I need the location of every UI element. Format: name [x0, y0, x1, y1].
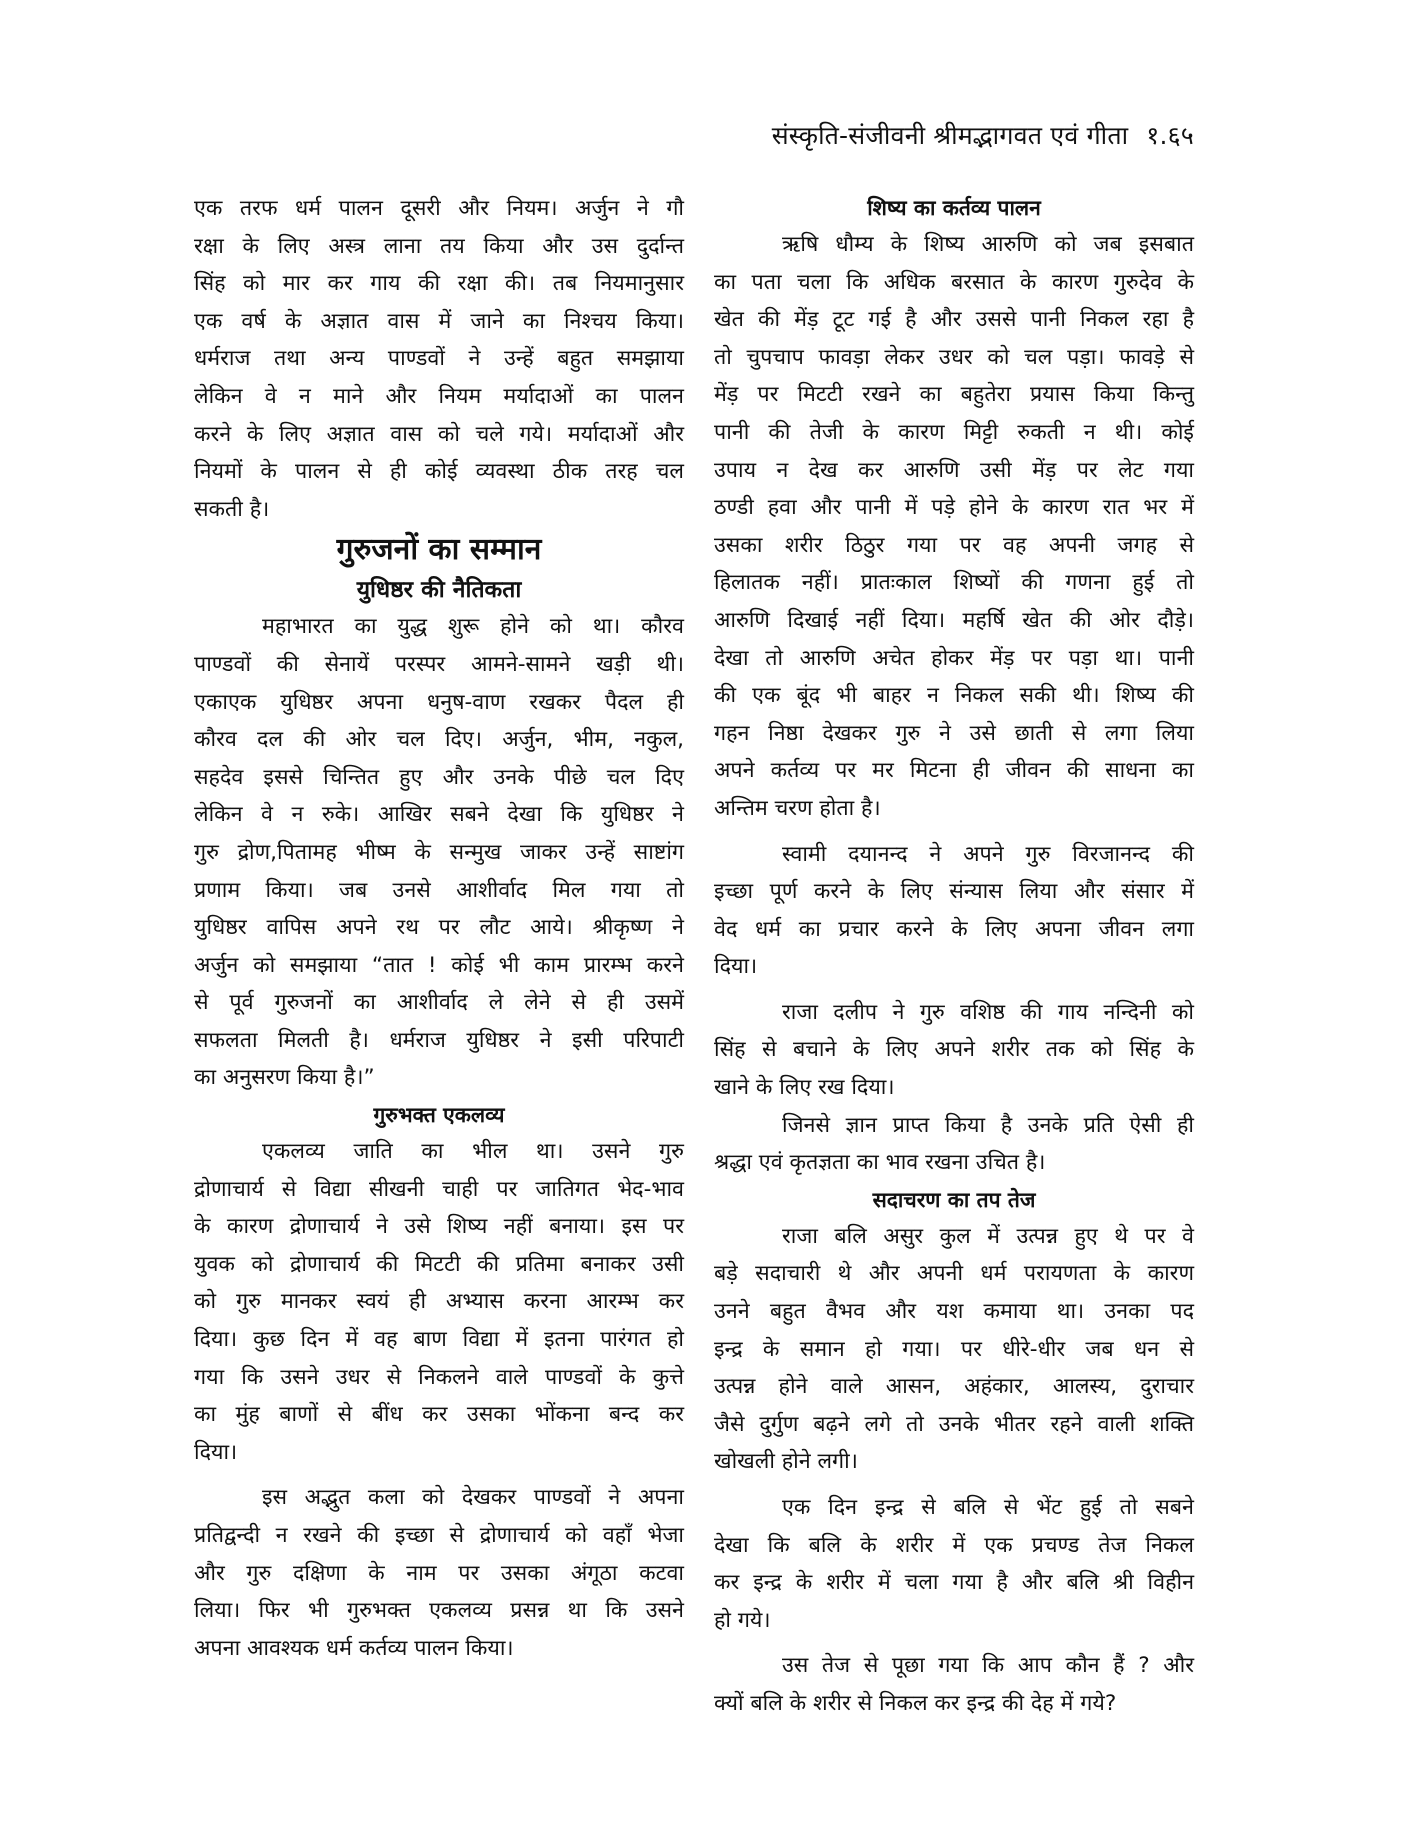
paragraph-dayanand [714, 836, 1194, 986]
text-line: अपना आवश्यक धर्म कर्तव्य पालन किया। [194, 1635, 514, 1661]
text-line: एक दिन इन्द्र से बलि से भेंट हुई तो सबने [782, 1495, 1194, 1520]
text-line: जैसे दुर्गुण बढ़ने लगे तो उनके भीतर रहने वाली शक्ति [714, 1411, 1194, 1437]
text-line: बड़े सदाचारी थे और अपनी धर्म परायणता के कारण [714, 1261, 1194, 1287]
text-line: सकती है। [194, 496, 270, 522]
text-line: गुरु द्रोण,पितामह भीष्म के सन्मुख जाकर उन्हें साष्टांग [194, 839, 684, 865]
text-line: प्रणाम किया। जब उनसे आशीर्वाद मिल गया तो [194, 877, 684, 903]
text-line: उत्पन्न होने वाले आसन, अहंकार, आलस्य, दुराचार [714, 1374, 1194, 1400]
text-line: ऋषि धौम्य के शिष्य आरुणि को जब इसबात [782, 232, 1194, 257]
paragraph-bali-2 [714, 1489, 1194, 1639]
text-line: श्रद्धा एवं कृतज्ञता का भाव रखना उचित है। [714, 1150, 1046, 1176]
running-header [772, 118, 1194, 152]
paragraph-gyan [714, 1107, 1194, 1182]
text-line: गहन निष्ठा देखकर गुरु ने उसे छाती से लगा लिया [714, 720, 1194, 746]
text-line: जिनसे ज्ञान प्राप्त किया है उनके प्रति ऐसी ही [782, 1112, 1194, 1138]
paragraph-bali-3 [714, 1647, 1194, 1722]
subsection-title-eklavya: गुरुभक्त एकलव्य [373, 1103, 505, 1128]
text-line: तो चुपचाप फावड़ा लेकर उधर को चल पड़ा। फावड़े से [714, 344, 1194, 370]
text-line: क्यों बलि के शरीर से निकल कर इन्द्र की देह में गये? [714, 1690, 1117, 1716]
subsection-title-shishya: शिष्य का कर्तव्य पालन [867, 196, 1041, 220]
text-line: कर इन्द्र के शरीर में चला गया है और बलि श्री विहीन [714, 1570, 1194, 1596]
paragraph-bali-1 [714, 1218, 1194, 1481]
text-line: युधिष्ठर वापिस अपने रथ पर लौट आये। श्रीकृष्ण ने [194, 915, 684, 941]
text-line: सहदेव इससे चिन्तित हुए और उनके पीछे चल दिए [194, 764, 684, 790]
paragraph-eklavya-2 [194, 1479, 684, 1667]
section-title: गुरुजनों का सम्मान [336, 532, 542, 568]
text-line: उसका शरीर ठिठुर गया पर वह अपनी जगह से [714, 532, 1194, 558]
intro-paragraph [194, 190, 684, 528]
text-line: सिंह से बचाने के लिए अपने शरीर तक को सिंह के [714, 1037, 1194, 1063]
text-line: खोखली होने लगी। [714, 1449, 858, 1475]
text-line: प्रतिद्वन्दी न रखने की इच्छा से द्रोणाचार्य को वहाँ भेजा [194, 1523, 684, 1548]
text-line: वेद धर्म का प्रचार करने के लिए अपना जीवन लगा [714, 916, 1194, 942]
text-line: नियमों के पालन से ही कोई व्यवस्था ठीक तरह चल [194, 459, 684, 485]
text-line: एकलव्य जाति का भील था। उसने गुरु [262, 1139, 684, 1165]
text-line: अन्तिम चरण होता है। [714, 795, 881, 821]
left-column [194, 190, 684, 1667]
text-line: का अनुसरण किया है।” [194, 1065, 375, 1091]
text-line: करने के लिए अज्ञात वास को चले गये। मर्यादाओं और [194, 421, 684, 447]
paragraph-aruni [714, 226, 1194, 828]
text-line: स्वामी दयानन्द ने अपने गुरु विरजानन्द की [782, 841, 1194, 867]
text-line: महाभारत का युद्ध शुरू होने को था। कौरव [262, 614, 684, 640]
header-title: संस्कृति-संजीवनी श्रीमद्भागवत एवं गीता [771, 121, 1129, 150]
text-line: पानी की तेजी के कारण मिट्टी रुकती न थी। कोई [714, 419, 1194, 445]
text-line: राजा बलि असुर कुल में उत्पन्न हुए थे पर वे [782, 1223, 1194, 1249]
text-line: उस तेज से पूछा गया कि आप कौन हैं ? और [782, 1653, 1194, 1679]
text-line: से पूर्व गुरुजनों का आशीर्वाद ले लेने से ही उसमें [194, 990, 684, 1016]
text-line: को गुरु मानकर स्वयं ही अभ्यास करना आरम्भ कर [194, 1289, 684, 1315]
page-number: १.६५ [1146, 121, 1194, 150]
text-line: के कारण द्रोणाचार्य ने उसे शिष्य नहीं बनाया। इस पर [194, 1214, 684, 1240]
text-line: पाण्डवों की सेनायें परस्पर आमने-सामने खड़ी थी। [194, 651, 684, 677]
right-column [714, 190, 1194, 1723]
text-line: उपाय न देख कर आरुणि उसी मेंड़ पर लेट गया [714, 457, 1194, 483]
text-line: देखा कि बलि के शरीर में एक प्रचण्ड तेज निकल [714, 1532, 1194, 1558]
text-line: अपने कर्तव्य पर मर मिटना ही जीवन की साधना का [714, 758, 1194, 784]
text-line: ठण्डी हवा और पानी में पड़े होने के कारण रात भर में [714, 495, 1194, 521]
text-line: गया कि उसने उधर से निकलने वाले पाण्डवों के कुत्ते [194, 1364, 684, 1390]
text-line: इस अद्भुत कला को देखकर पाण्डवों ने अपना [262, 1485, 684, 1511]
text-line: लिया। फिर भी गुरुभक्त एकलव्य प्रसन्न था कि उसने [194, 1598, 684, 1624]
text-line: सिंह को मार कर गाय की रक्षा की। तब नियमानुसार [194, 271, 684, 297]
text-line: लेकिन वे न रुके। आखिर सबने देखा कि युधिष्ठर ने [194, 802, 684, 828]
text-line: द्रोणाचार्य से विद्या सीखनी चाही पर जातिगत भेद-भाव [194, 1176, 684, 1202]
text-line: इच्छा पूर्ण करने के लिए संन्यास लिया और संसार में [714, 879, 1194, 905]
text-line: मेंड़ पर मिटटी रखने का बहुतेरा प्रयास किया किन्तु [714, 382, 1194, 408]
text-line: राजा दलीप ने गुरु वशिष्ठ की गाय नन्दिनी को [782, 999, 1194, 1025]
text-line: दिया। [194, 1439, 238, 1465]
text-line: का मुंह बाणों से बींध कर उसका भोंकना बन्द कर [194, 1402, 684, 1428]
text-line: अर्जुन को समझाया “तात ! कोई भी काम प्रारम्भ करने [194, 952, 684, 978]
text-line: रक्षा के लिए अस्त्र लाना तय किया और उस दुर्दान्त [194, 233, 684, 259]
text-line: खाने के लिए रख दिया। [714, 1075, 895, 1101]
subsection-title-yudhishthir: युधिष्ठर की नैतिकता [356, 577, 522, 604]
text-line: इन्द्र के समान हो गया। पर धीरे-धीर जब धन से [714, 1336, 1194, 1362]
text-line: एक तरफ धर्म पालन दूसरी और नियम। अर्जुन ने गौ [194, 196, 684, 221]
text-line: का पता चला कि अधिक बरसात के कारण गुरुदेव के [714, 269, 1194, 295]
text-line: आरुणि दिखाई नहीं दिया। महर्षि खेत की ओर दौड़े। [714, 607, 1194, 633]
text-line: सफलता मिलती है। धर्मराज युधिष्ठर ने इसी परिपाटी [194, 1027, 684, 1053]
text-line: युवक को द्रोणाचार्य की मिटटी की प्रतिमा बनाकर उसी [194, 1251, 684, 1277]
text-line: देखा तो आरुणि अचेत होकर मेंड़ पर पड़ा था। पानी [714, 645, 1194, 671]
text-line: हिलातक नहीं। प्रातःकाल शिष्यों की गणना हुई तो [714, 570, 1194, 596]
text-line: की एक बूंद भी बाहर न निकल सकी थी। शिष्य की [714, 683, 1194, 709]
paragraph-eklavya-1 [194, 1133, 684, 1471]
text-line: कौरव दल की ओर चल दिए। अर्जुन, भीम, नकुल, [194, 727, 684, 753]
text-line: एकाएक युधिष्ठर अपना धनुष-वाण रखकर पैदल ही [194, 689, 684, 715]
subsection-title-sadacharan: सदाचरण का तप तेज [872, 1187, 1036, 1212]
text-line: खेत की मेंड़ टूट गई है और उससे पानी निकल रहा है [714, 307, 1194, 333]
text-line: और गुरु दक्षिणा के नाम पर उसका अंगूठा कटवा [194, 1560, 684, 1586]
text-line: धर्मराज तथा अन्य पाण्डवों ने उन्हें बहुत समझाया [194, 346, 684, 372]
paragraph-yudhishthir [194, 608, 684, 1097]
text-line: एक वर्ष के अज्ञात वास में जाने का निश्चय किया। [194, 308, 684, 334]
text-line: दिया। [714, 954, 758, 980]
text-line: दिया। कुछ दिन में वह बाण विद्या में इतना पारंगत हो [194, 1327, 684, 1353]
text-line: लेकिन वे न माने और नियम मर्यादाओं का पालन [194, 383, 684, 409]
text-line: हो गये। [714, 1607, 771, 1633]
paragraph-dalip [714, 994, 1194, 1107]
text-line: उनने बहुत वैभव और यश कमाया था। उनका पद [714, 1299, 1194, 1325]
